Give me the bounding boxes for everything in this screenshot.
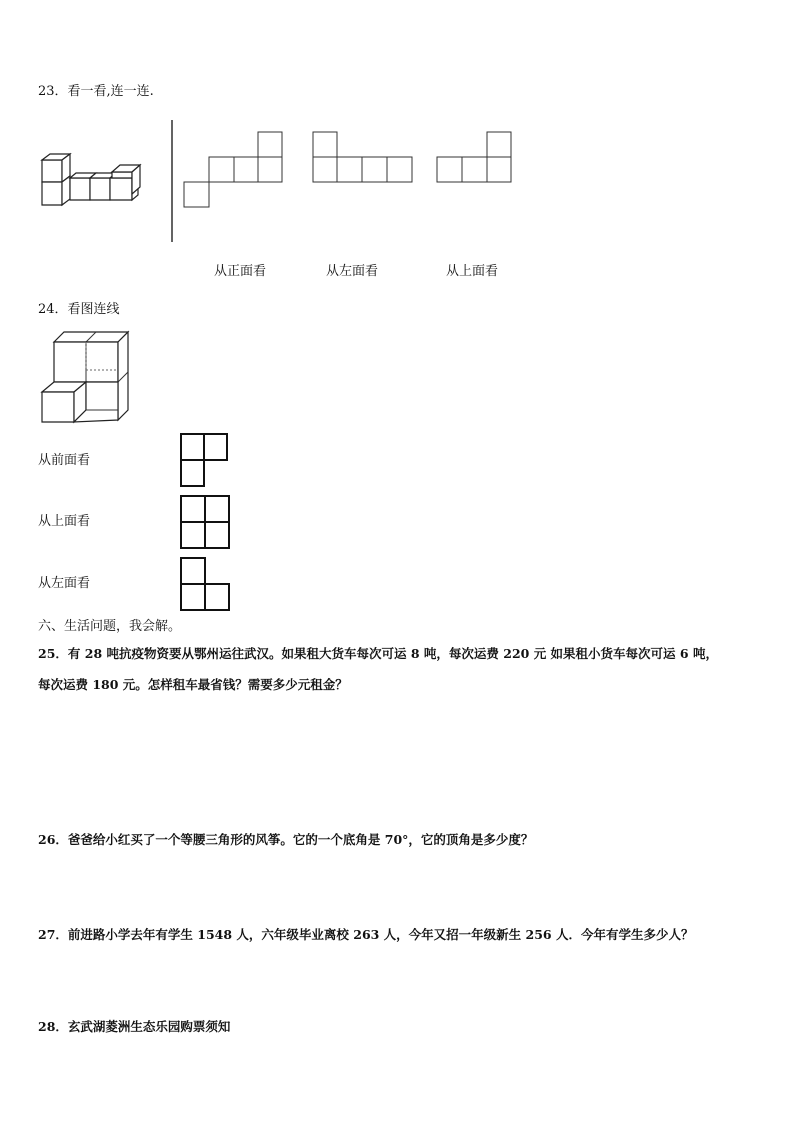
q23-divider: [171, 120, 173, 242]
q25-line-2: 每次运费 180 元。怎样租车最省钱？需要多少元租金？: [38, 677, 348, 692]
q24-view-top: [180, 495, 232, 551]
q26-text: 26．爸爸给小红买了一个等腰三角形的风筝。它的一个底角是 70°，它的顶角是多少度？: [38, 832, 534, 847]
q23-cube-top-left: [42, 154, 70, 182]
q23-view-c: [436, 131, 516, 185]
q24-label-left: 从左面看: [38, 576, 91, 591]
q23-view-a: [183, 131, 285, 209]
q24-view-left: [180, 557, 232, 613]
q28-text: 28．玄武湖菱洲生态乐园购票须知: [38, 1019, 231, 1034]
q24-label-front: 从前面看: [38, 453, 91, 468]
q24-label-top: 从上面看: [38, 514, 91, 529]
q27-text: 27．前进路小学去年有学生 1548 人，六年级毕业离校 263 人，今年又招一年级新生 256 人．今年有学生多少人？: [38, 927, 694, 942]
q23-view-b: [312, 131, 414, 185]
q23-label-left: 从左面看: [326, 264, 379, 279]
q23-title: 23．看一看,连一连.: [38, 84, 154, 99]
q23-label-front: 从正面看: [214, 264, 267, 279]
q24-block-figure: [40, 330, 132, 425]
q23-label-top: 从上面看: [446, 264, 499, 279]
q23-cube-figure: [40, 152, 160, 212]
q24-title: 24．看图连线: [38, 302, 120, 317]
q25-line-1: 25．有 28 吨抗疫物资要从鄂州运往武汉。如果租大货车每次可运 8 吨，每次运费 220 元 如果租小货车每次可运 6 吨，: [38, 646, 718, 661]
q24-view-front: [180, 433, 230, 489]
section-6-title: 六、生活问题，我会解。: [38, 619, 182, 634]
